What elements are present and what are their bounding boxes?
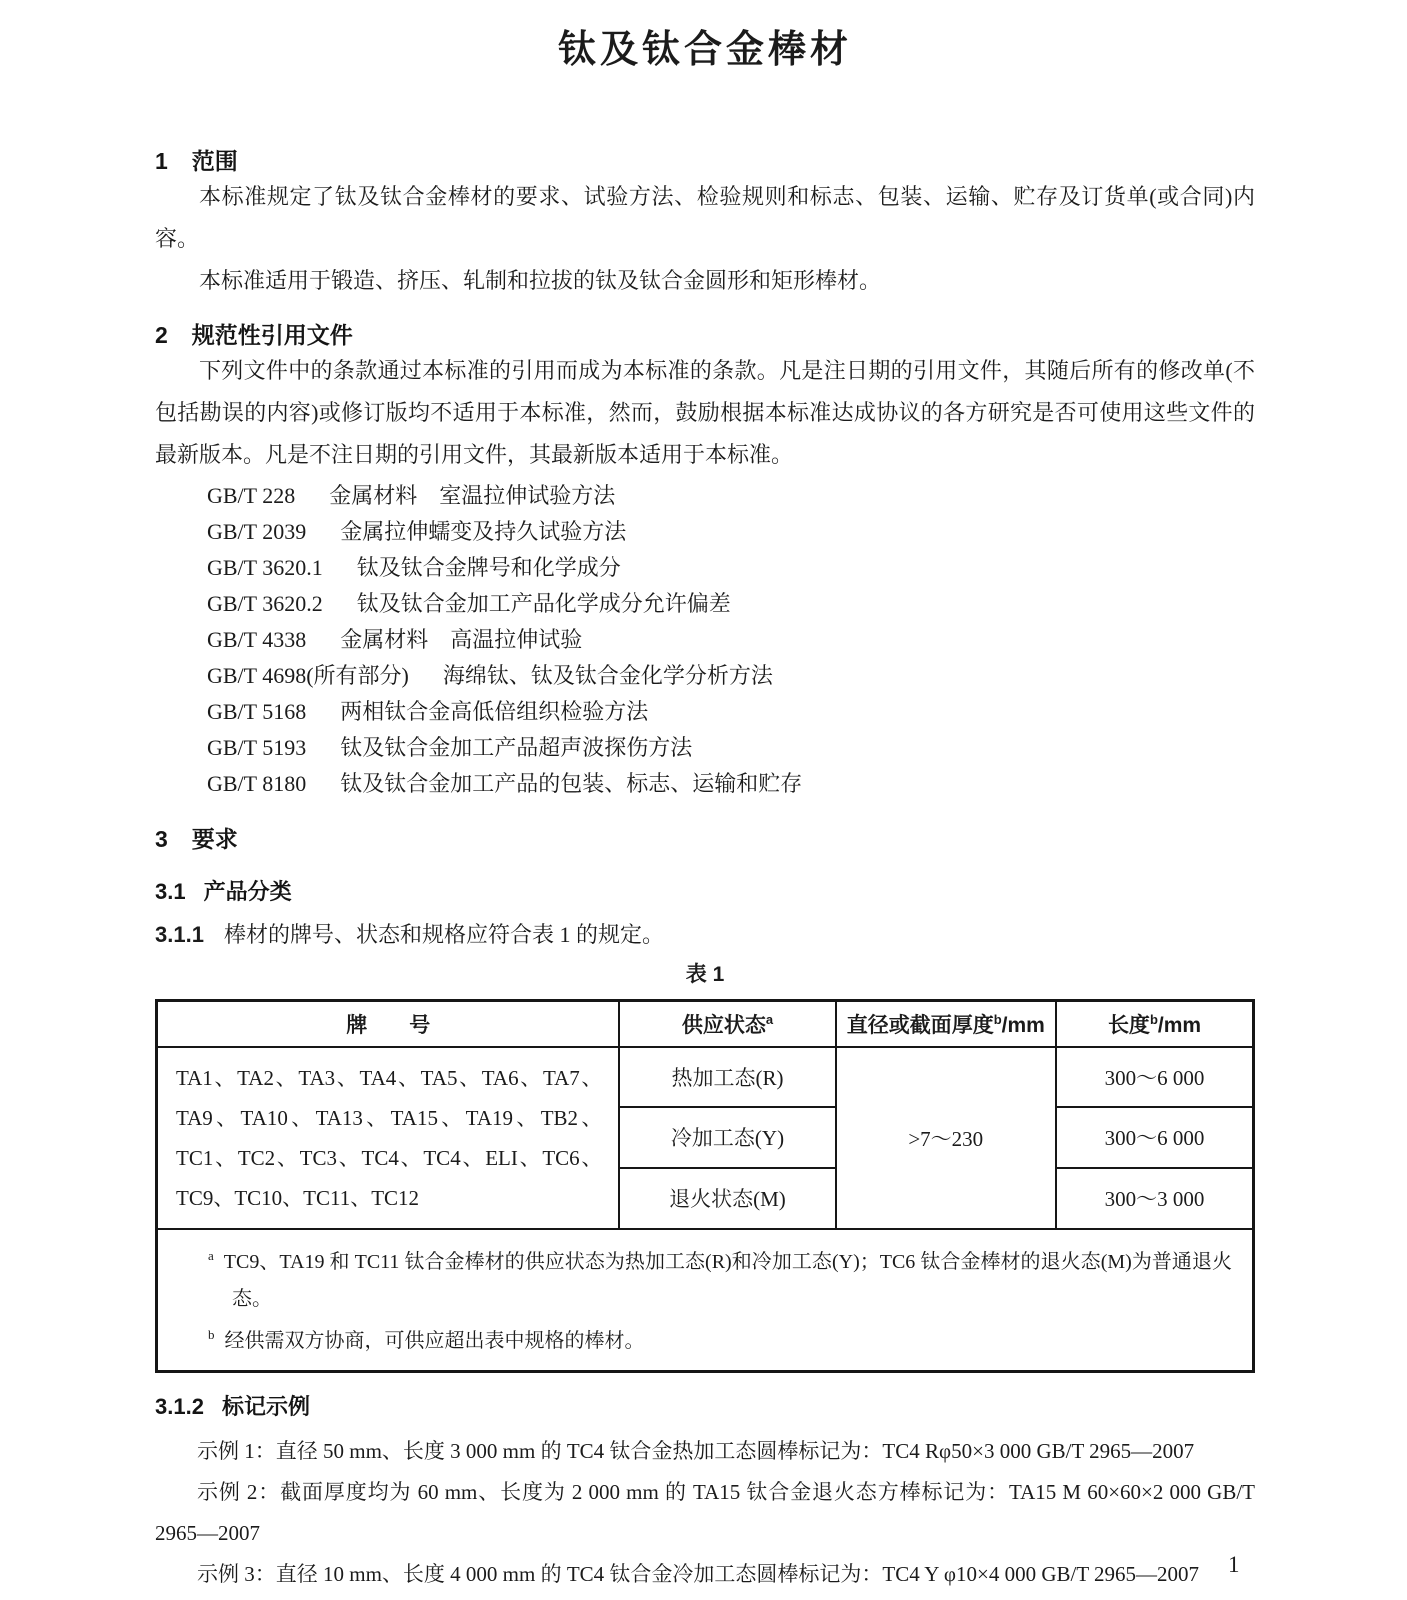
clause-3-1-2-title: 标记示例 (221, 1393, 310, 1419)
table-header-length-text: 长度 (1107, 1013, 1150, 1037)
section-2-title: 规范性引用文件 (191, 322, 353, 348)
references-intro: 下列文件中的条款通过本标准的引用而成为本标准的条款。凡是注日期的引用文件，其随后所有的修改单(不包括勘误的内容)或修订版均不适用于本标准，然而，鼓励根据本标准达成协议的各方研究是否可使用这些文件的最新版本。凡是不注日期的引用文件，其最新版本适用于本标准。 (155, 358, 1255, 467)
table-1-caption: 表 1 (685, 963, 725, 986)
scope-paragraph-1: 本标准规定了钛及钛合金棒材的要求、试验方法、检验规则和标志、包装、运输、贮存及订货单(或合同)内容。 (155, 184, 1255, 251)
reference-list (155, 478, 1255, 802)
grades-cell: TA1、TA2、TA3、TA4、TA5、TA6、TA7、TA9、TA10、TA13、TA15、TA19、TB2、TC1、TC2、TC3、TC4、TC4、ELI、TC6、TC9、TC10、TC11、TC12 (157, 1047, 620, 1229)
reference-item (207, 586, 1255, 622)
reference-item (207, 478, 1255, 514)
reference-title: 金属材料 室温拉伸试验方法 (329, 483, 616, 508)
footnote-b (208, 1323, 1232, 1360)
reference-title: 海绵钛、钛及钛合金化学分析方法 (442, 663, 773, 688)
reference-title: 两相钛合金高低倍组织检验方法 (340, 699, 649, 724)
section-3-1-title: 产品分类 (203, 879, 292, 904)
reference-code: GB/T 2039 (207, 519, 307, 544)
section-2-number: 2 (155, 322, 168, 348)
example-2: 示例 2：截面厚度均为 60 mm、长度为 2 000 mm 的 TA15 钛合金退火态方棒标记为：TA15 M 60×60×2 000 GB/T 2965—2007 (155, 1479, 1255, 1545)
table-header-length (1056, 1001, 1253, 1047)
table-header-grade: 牌 号 (157, 1001, 620, 1047)
footnote-ref-b: b (993, 1011, 1002, 1027)
reference-code: GB/T 4698(所有部分) (207, 663, 409, 688)
clause-3-1-1-number: 3.1.1 (155, 922, 204, 947)
reference-item (207, 730, 1255, 766)
clause-3-1-1-text: 棒材的牌号、状态和规格应符合表 1 的规定。 (223, 922, 664, 947)
section-1-title: 范围 (191, 148, 238, 174)
reference-title: 钛及钛合金加工产品的包装、标志、运输和贮存 (340, 771, 803, 796)
section-3-heading (155, 824, 1255, 854)
table-header-supply-state-text: 供应状态 (681, 1013, 766, 1037)
supply-state-cell: 热加工态(R) (619, 1047, 835, 1108)
reference-title: 钛及钛合金加工产品超声波探伤方法 (340, 735, 693, 760)
table-header-supply-state (619, 1001, 835, 1047)
section-2-heading (155, 320, 1255, 350)
reference-item (207, 622, 1255, 658)
length-range-cell: 300～3 000 (1056, 1168, 1253, 1229)
reference-title: 金属材料 高温拉伸试验 (340, 627, 583, 652)
reference-code: GB/T 8180 (207, 771, 307, 796)
scope-paragraph-2: 本标准适用于锻造、挤压、轧制和拉拔的钛及钛合金圆形和矩形棒材。 (199, 268, 882, 293)
example-3: 示例 3：直径 10 mm、长度 4 000 mm 的 TC4 钛合金冷加工态圆棒标记为：TC4 Y φ10×4 000 GB/T 2965—2007 (197, 1561, 1200, 1586)
clause-3-1-2-heading (155, 1393, 1255, 1421)
section-3-title: 要求 (191, 826, 238, 852)
clause-3-1-2-number: 3.1.2 (155, 1393, 204, 1419)
page-number: 1 (1228, 1552, 1240, 1577)
reference-item (207, 766, 1255, 802)
length-range-cell: 300～6 000 (1056, 1107, 1253, 1168)
footnote-ref-b: b (1149, 1011, 1158, 1027)
table-header-diameter-text: 直径或截面厚度 (846, 1013, 994, 1037)
reference-code: GB/T 3620.2 (207, 591, 323, 616)
reference-title: 钛及钛合金牌号和化学成分 (356, 555, 621, 580)
footnote-b-marker: b (208, 1326, 215, 1342)
reference-code: GB/T 5168 (207, 699, 307, 724)
footnote-a (208, 1244, 1232, 1318)
reference-item (207, 658, 1255, 694)
document-title: 钛及钛合金棒材 (557, 29, 852, 71)
supply-state-cell: 冷加工态(Y) (619, 1107, 835, 1168)
table-1 (155, 999, 1255, 1373)
table-header-length-unit: /mm (1157, 1013, 1202, 1037)
footnote-ref-a: a (765, 1011, 774, 1027)
section-3-number: 3 (155, 826, 168, 852)
table-header-diameter (836, 1001, 1056, 1047)
supply-state-cell: 退火状态(M) (619, 1168, 835, 1229)
diameter-range-cell: >7～230 (836, 1047, 1056, 1229)
section-3-1-number: 3.1 (155, 879, 186, 904)
reference-item (207, 550, 1255, 586)
reference-title: 钛及钛合金加工产品化学成分允许偏差 (356, 591, 731, 616)
table-1-header-row (157, 1001, 1254, 1047)
clause-3-1-1 (155, 918, 1255, 952)
section-1-number: 1 (155, 148, 168, 174)
table-footnotes-row (157, 1229, 1254, 1372)
reference-code: GB/T 4338 (207, 627, 307, 652)
reference-code: GB/T 3620.1 (207, 555, 323, 580)
footnote-a-marker: a (208, 1247, 214, 1263)
section-3-1-heading (155, 878, 1255, 906)
footnote-a-text: TC9、TA19 和 TC11 钛合金棒材的供应状态为热加工态(R)和冷加工态(Y)；TC6 钛合金棒材的退火态(M)为普通退火态。 (223, 1250, 1232, 1310)
example-1: 示例 1：直径 50 mm、长度 3 000 mm 的 TC4 钛合金热加工态圆棒标记为：TC4 Rφ50×3 000 GB/T 2965—2007 (197, 1438, 1195, 1463)
marking-examples (155, 1431, 1255, 1595)
table-footnotes-cell (157, 1229, 1254, 1372)
footnote-b-text: 经供需双方协商，可供应超出表中规格的棒材。 (224, 1329, 645, 1352)
reference-code: GB/T 5193 (207, 735, 307, 760)
reference-title: 金属拉伸蠕变及持久试验方法 (340, 519, 627, 544)
table-row (157, 1047, 1254, 1108)
reference-code: GB/T 228 (207, 483, 296, 508)
length-range-cell: 300～6 000 (1056, 1047, 1253, 1108)
section-1-heading (155, 146, 1255, 176)
reference-item (207, 694, 1255, 730)
reference-item (207, 514, 1255, 550)
table-header-diameter-unit: /mm (1001, 1013, 1045, 1037)
